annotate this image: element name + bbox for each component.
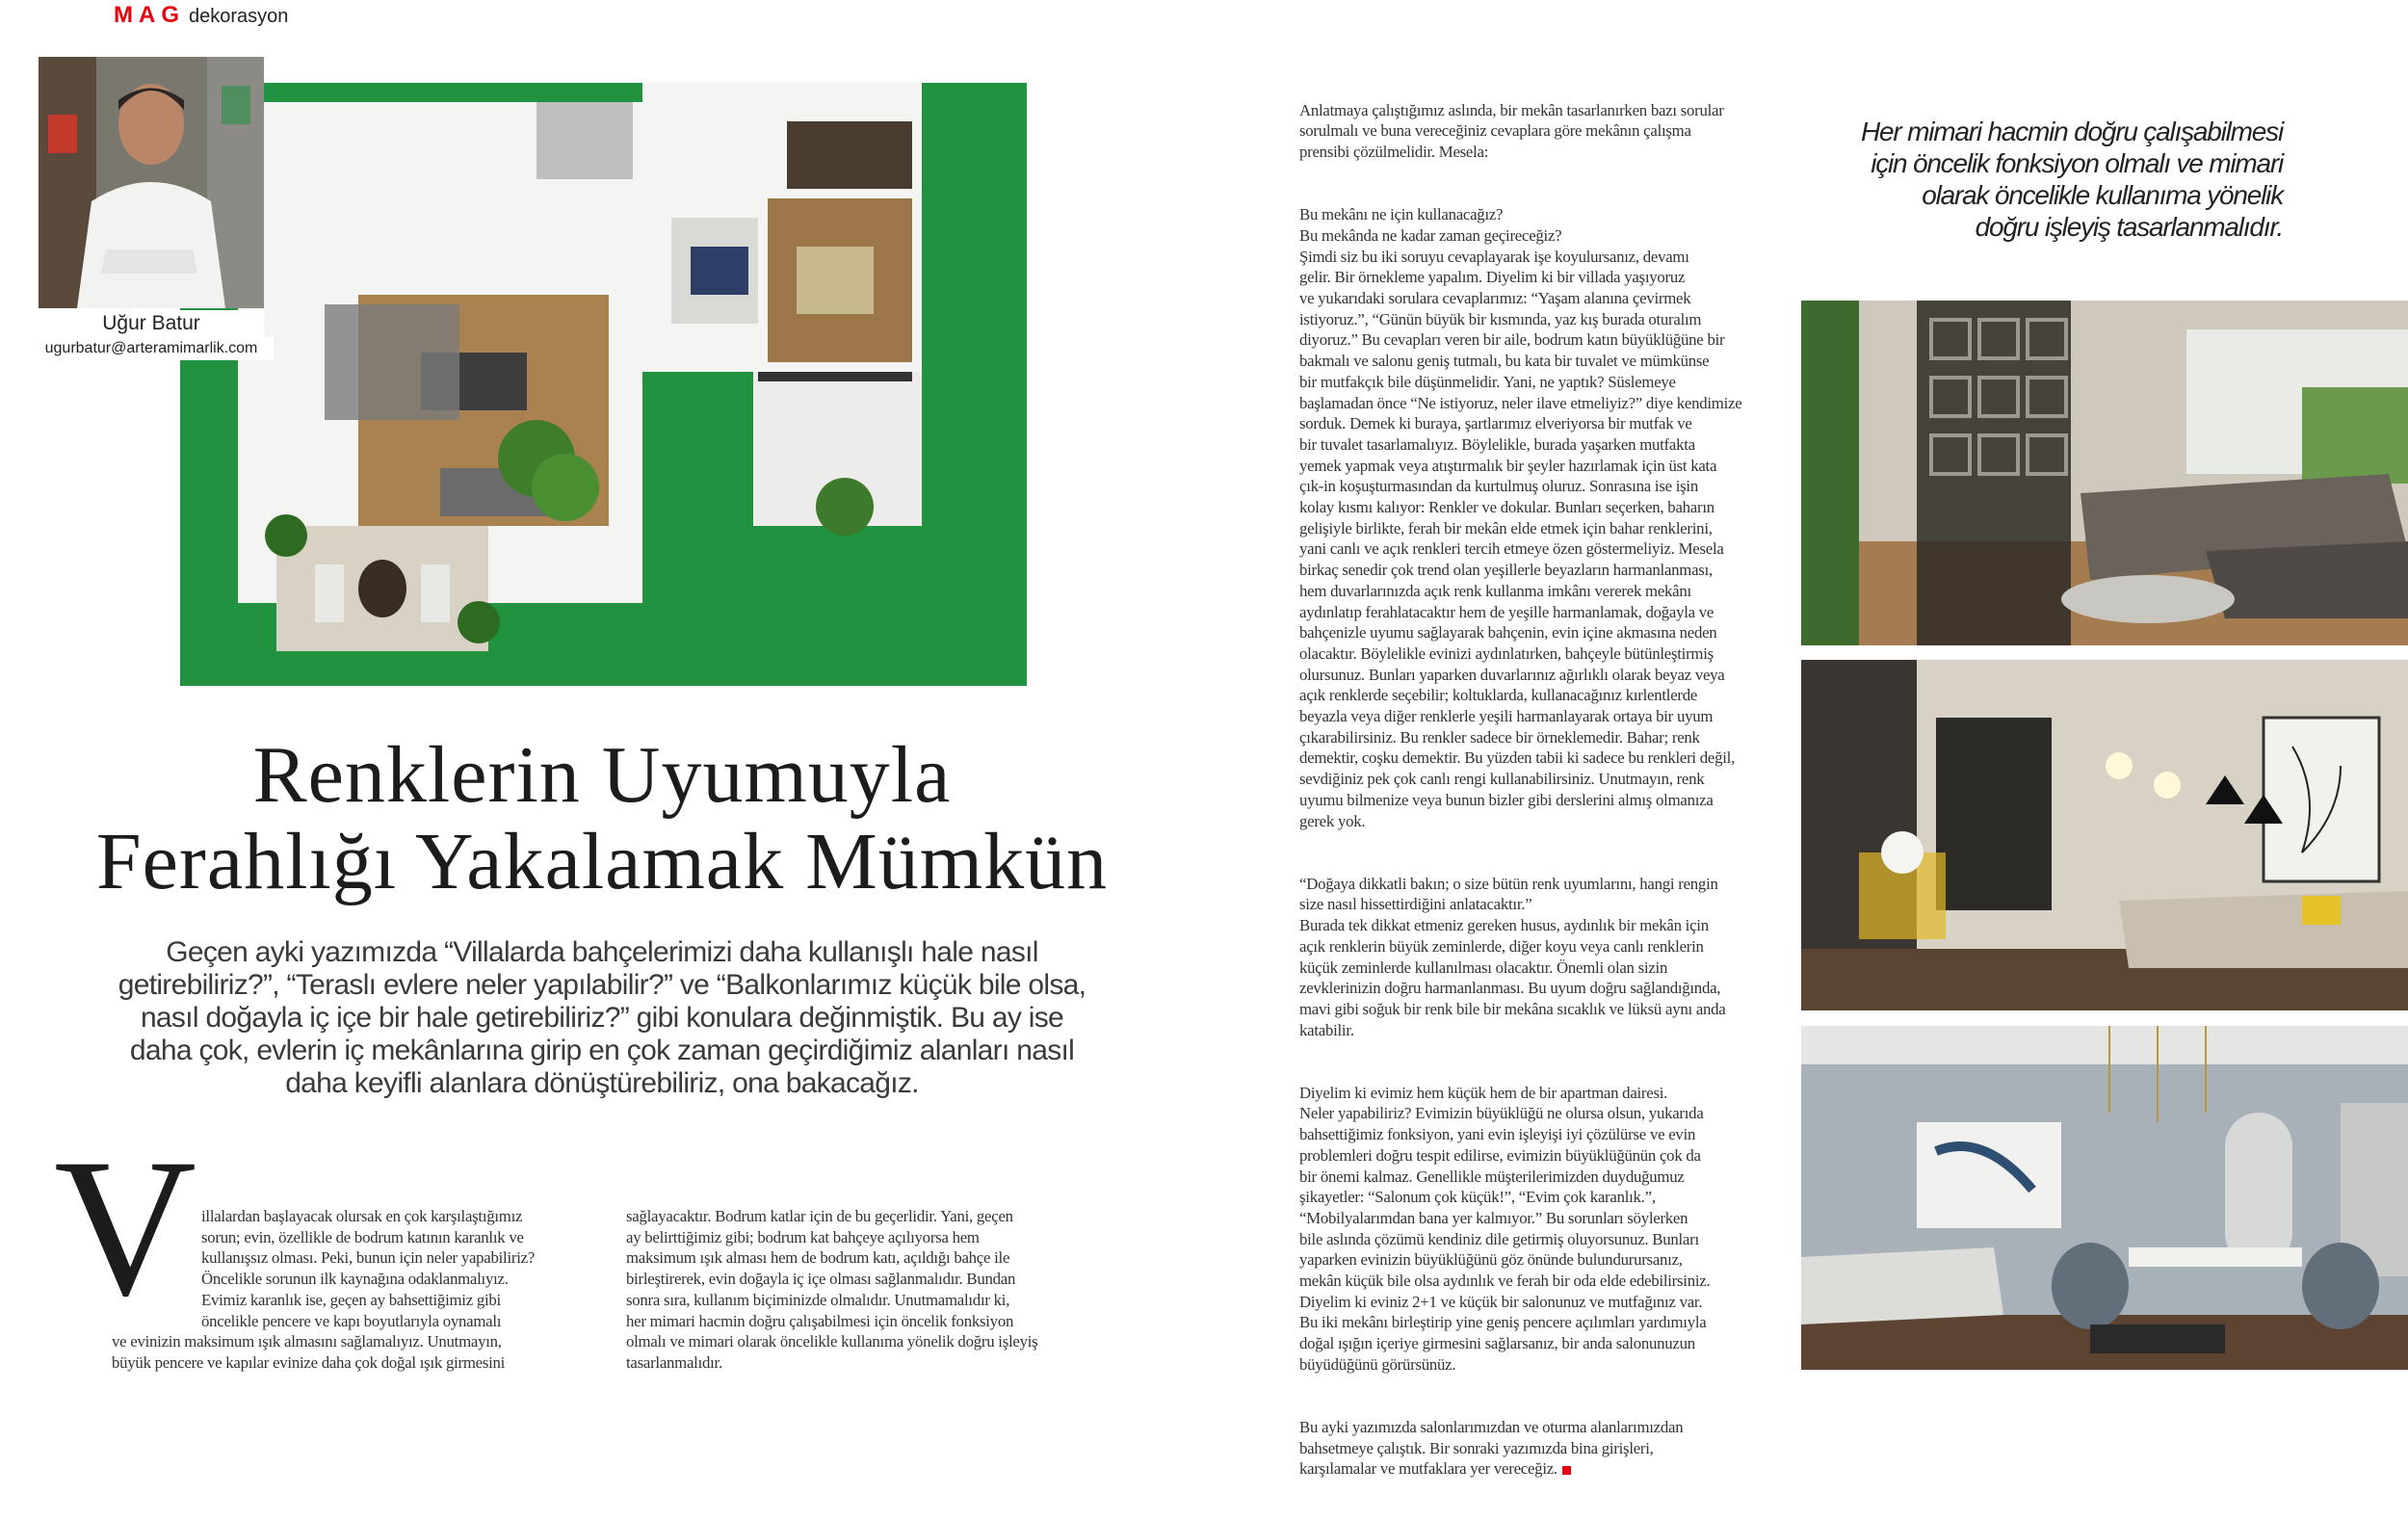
drop-cap: V: [54, 1118, 197, 1337]
floor-plan-image: [180, 83, 1027, 686]
paragraph: Bu mekânı ne için kullanacağız? Bu mekânda ne kadar zaman geçireceğiz? Şimdi siz bu iki soruyu cevaplayarak işe koyulursanız, devamı gelir. Bir örnekleme yapalım. Diyelim ki bir villada yaşıyoruz ve yukarıdaki sorulara cevaplarımız: “Yaşam alanına çevirmek istiyoruz.”, “Günün büyük bir kısmında, yaz kış burada oturalım diyoruz.” Bu cevapları veren bir aile, bodrum katın büyüklüğüne bir bakmalı ve salonu geniş tutmalı, bu kata bir tuvalet ve mümkünse bir mutfakçık bile düşünmelidir. Yani, ne yaptık? Süslemeye başlamadan önce “Ne istiyoruz, neler ilave etmeliyiz?” diye kendimize sorduk. Demek ki buraya, şartlarımız elveriyorsa bir mutfak ve bir tuvalet tasarlamalıyız. Böylelikle, burada yaşarken mutfakta yemek yapmak veya atıştırmalık bir şeyler hazırlamak için üst kata çık-in koşuşturmasından da kurtulmuş oluruz. Sonrasına ise işin kolay kısmı kalıyor: Renkler ve dokular. Bunları seçerken, baharın gelişiyle birlikte, ferah bir mekân elde etmek için bahar renklerini, yani canlı ve açık renkleri tercih etmeye özen göstermeliyiz. Mesela birkaç senedir çok trend olan yeşillerle beyazların harmanlanması, hem duvarlarınızda açık renk kullanma imkânı vererek mekânı aydınlatıp ferahlatacaktır hem de yeşille harmanlamak, doğayla ve bahçenizle uyumu sağlayarak bahçenin, evin içine akmasına neden olacaktır. Böylelikle evinizi aydınlatırken, bahçeyle bütünleştirmiş olursunuz. Bunları yaparken duvarlarınız ağırlıklı olarak beyaz veya açık renklerde seçebilir; koltuklarda, kullanacağınız kırlentlerde beyazla veya diğer renklerle yeşili harmanlayarak ortaya bir uyum çıkarabilirsiniz. Bu renkler sadece bir örneklemedir. Bahar; renk demektir, coşku demektir. Bu yüzden tabii ki sadece bu renkleri değil, sevdiğiniz pek çok canlı rengi kullanabilirsiniz. Unutmayın, renk uyumu bilmenize veya bunun bizler gibi derslerini almış olmanıza gerek yok.: [1299, 205, 1742, 830]
lead-line: Geçen ayki yazımızda “Villalarda bahçelerimizi daha kullanışlı hale nasıl: [166, 936, 1038, 968]
paragraph-final: [1299, 1417, 1800, 1480]
lead-line: daha çok, evlerin iç mekânlarına girip en çok zaman geçirdiğimiz alanları nasıl: [129, 1035, 1075, 1066]
paragraph: Anlatmaya çalıştığımız aslında, bir mekân tasarlanırken bazı sorular sorulmalı ve buna vereceğiniz cevaplara göre mekânın çalışma prensibi çözülmelidir. Mesela:: [1299, 100, 1724, 162]
living-room-photo-2: [1801, 660, 2408, 1010]
paragraph: “Doğaya dikkatli bakın; o size bütün renk uyumlarını, hangi rengin size nasıl hissettirdiğini anlatacaktır.” Burada tek dikkat etmeniz gereken husus, aydınlık bir mekân için açık renklerin büyük zeminlerde, diğer koyu veya canlı renklerin küçük zeminlerde kullanılması olacaktır. Önemli olan sizin zevklerinizin doğru harmanlanması. Bu uyum doğru sağlandığında, mavi gibi soğuk bir renk bile bir mekâna sıcaklık ve lüksü aynı anda katabilir.: [1299, 874, 1726, 1039]
article-title: [58, 732, 1146, 905]
lead-line: daha keyifli alanlara dönüştürebiliriz, ona bakacağız.: [285, 1067, 919, 1099]
lead-line: nasıl doğayla iç içe bir hale getirebiliriz?” gibi konulara değinmiştik. Bu ay ise: [140, 1002, 1064, 1034]
living-room-photo-3: [1801, 1026, 2408, 1370]
section-label: dekorasyon: [189, 6, 289, 27]
body-column-3: [1299, 79, 1800, 1521]
pull-quote: Her mimari hacmin doğru çalışabilmesi için öncelik fonksiyon olmalı ve mimari olarak öncelikle kullanıma yönelik doğru işleyiş tasarlanmalıdır.: [1861, 117, 2283, 242]
magazine-header: [114, 2, 288, 29]
body-column-2: sağlayacaktır. Bodrum katlar için de bu geçerlidir. Yani, geçen ay belirttiğimiz gibi; bodrum kat bahçeye açılıyorsa hem maksimum ışık alması hem de bodrum katı, açıldığı bahçe ile birleştirerek, evin doğayla iç içe olması sağlanmalıdır. Bundan sonra sıra, kullanım biçiminizde olmalıdır. Unutmamalıdır ki, her mimari hacmin doğru çalışabilmesi için öncelik fonksiyon olmalı ve mimari olarak öncelikle kullanıma yönelik doğru işleyiş tasarlanmalıdır.: [626, 1207, 1038, 1372]
paragraph: Diyelim ki evimiz hem küçük hem de bir apartman dairesi. Neler yapabiliriz? Evimizin büyüklüğü ne olursa olsun, yukarıda bahsettiğimiz fonksiyon, yani evin işleyişi iyi çözülürse ve evin problemleri doğru tespit edilirse, evimizin büyüklüğünün çok da bir önemi kalmaz. Genellikle müşterilerimizden duyduğumuz şikayetler: “Salonum çok küçük!”, “Evim çok karanlık.”, “Mobilyalarımdan bana yer kalmıyor.” Bu sorunları söylerken bile aslında çözümü kendiniz dile getirmiş oluyorsunuz. Bunları yaparken evinizin büyüklüğünü göz önünde bulundurursanız, mekân küçük bile olsa aydınlık ve ferah bir oda elde edebilirsiniz. Diyelim ki eviniz 2+1 ve küçük bir salonunuz ve mutfağınız var. Bu iki mekânı birleştirip yine geniş pencere açılımları yardımıyla doğal ışığın içeriye girmesini sağlarsanız, bir anda salonunuzun büyüdüğünü görürsünüz.: [1299, 1083, 1711, 1374]
living-room-photo-1: [1801, 301, 2408, 645]
body-column-1: ve evinizin maksimum ışık almasını sağlamalıyız. Unutmayın, büyük pencere ve kapılar evinize daha çok doğal ışık girmesini: [112, 1332, 506, 1372]
author-photo: [39, 57, 264, 308]
title-line: Ferahlığı Yakalamak Mümkün: [95, 817, 1109, 906]
title-line: Renklerin Uyumuyla: [252, 730, 952, 820]
brand-logo: MAG: [114, 2, 185, 28]
lead-line: getirebiliriz?”, “Teraslı evlere neler yapılabilir?” ve “Balkonlarımız küçük bile olsa,: [118, 969, 1086, 1001]
body-column-1-intro: illalardan başlayacak olursak en çok karşılaştığımız sorun; evin, özellikle de bodrum katının karanlık ve kullanışsız olması. Peki, bunun için neler yapabiliriz? Öncelikle sorunun ilk kaynağına odaklanmalıyız. Evimiz karanlık ise, geçen ay bahsettiğimiz gibi öncelikle pencere ve kapı boyutlarıyla oynamalı: [201, 1207, 536, 1330]
paragraph-text: Bu ayki yazımızda salonlarımızdan ve oturma alanlarımızdan bahsetmeye çalıştık. Bir sonraki yazımızda bina girişleri, karşılamalar ve mutfaklara yer vereceğiz.: [1299, 1417, 1684, 1479]
end-mark-icon: [1562, 1466, 1571, 1475]
article-lead: [58, 936, 1146, 1100]
author-name: Uğur Batur: [39, 310, 264, 337]
author-email[interactable]: ugurbatur@arteramimarlik.com: [29, 337, 274, 360]
